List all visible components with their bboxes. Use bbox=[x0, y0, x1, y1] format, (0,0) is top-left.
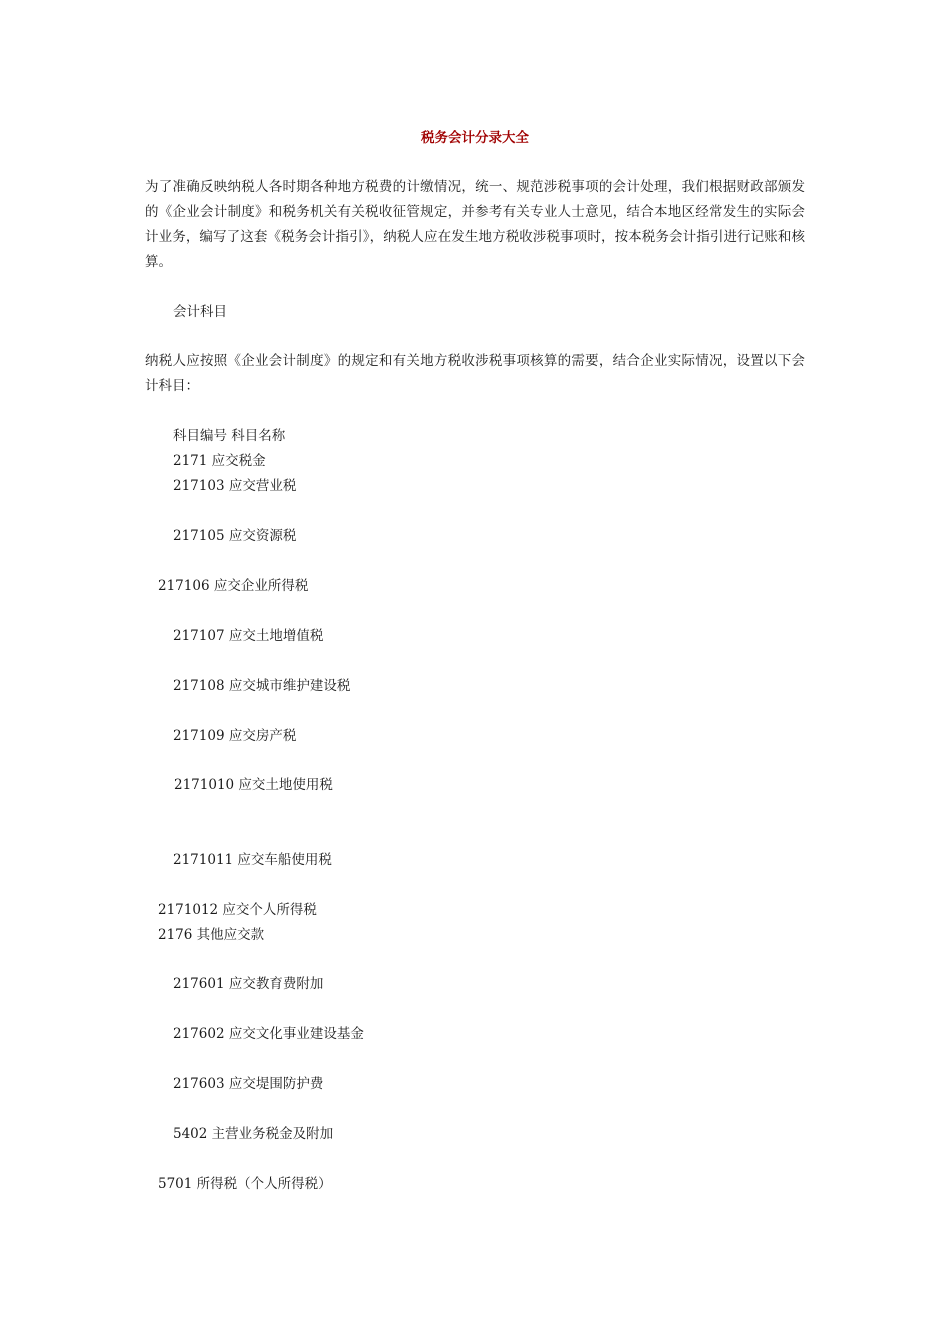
section-intro-paragraph: 纳税人应按照《企业会计制度》的规定和有关地方税收涉税事项核算的需要，结合企业实际情况，设置以下会计科目： bbox=[145, 353, 805, 394]
document-title: 税务会计分录大全 bbox=[421, 130, 529, 146]
account-line: 217603 应交堤围防护费 bbox=[173, 1076, 324, 1092]
table-header: 科目编号 科目名称 bbox=[173, 428, 286, 444]
account-line: 217105 应交资源税 bbox=[173, 528, 297, 544]
account-line: 2171011 应交车船使用税 bbox=[173, 852, 332, 868]
account-line: 217109 应交房产税 bbox=[173, 728, 297, 744]
intro-paragraph: 为了准确反映纳税人各时期各种地方税费的计缴情况，统一、规范涉税事项的会计处理，我们根据财政部颁发的《企业会计制度》和税务机关有关税收征管规定，并参考有关专业人士意见，结合本地区经常发生的实际会计业务，编写了这套《税务会计指引》，纳税人应在发生地方税收涉税事项时，按本税务会计指引进行记账和核算。 bbox=[145, 179, 805, 270]
account-line: 217103 应交营业税 bbox=[173, 478, 297, 494]
account-line: 217601 应交教育费附加 bbox=[173, 976, 324, 992]
account-line: 5402 主营业务税金及附加 bbox=[173, 1126, 334, 1142]
account-line: 2171012 应交个人所得税 bbox=[158, 902, 317, 918]
section-heading: 会计科目 bbox=[173, 304, 227, 320]
account-line: 2176 其他应交款 bbox=[158, 927, 265, 943]
account-line: 2171010 应交土地使用税 bbox=[174, 777, 333, 793]
account-line: 217107 应交土地增值税 bbox=[173, 628, 324, 644]
account-line: 5701 所得税（个人所得税） bbox=[158, 1176, 332, 1192]
account-line: 217108 应交城市维护建设税 bbox=[173, 678, 351, 694]
account-line: 2171 应交税金 bbox=[173, 453, 266, 469]
account-line: 217602 应交文化事业建设基金 bbox=[173, 1026, 364, 1042]
account-line: 217106 应交企业所得税 bbox=[158, 578, 309, 594]
